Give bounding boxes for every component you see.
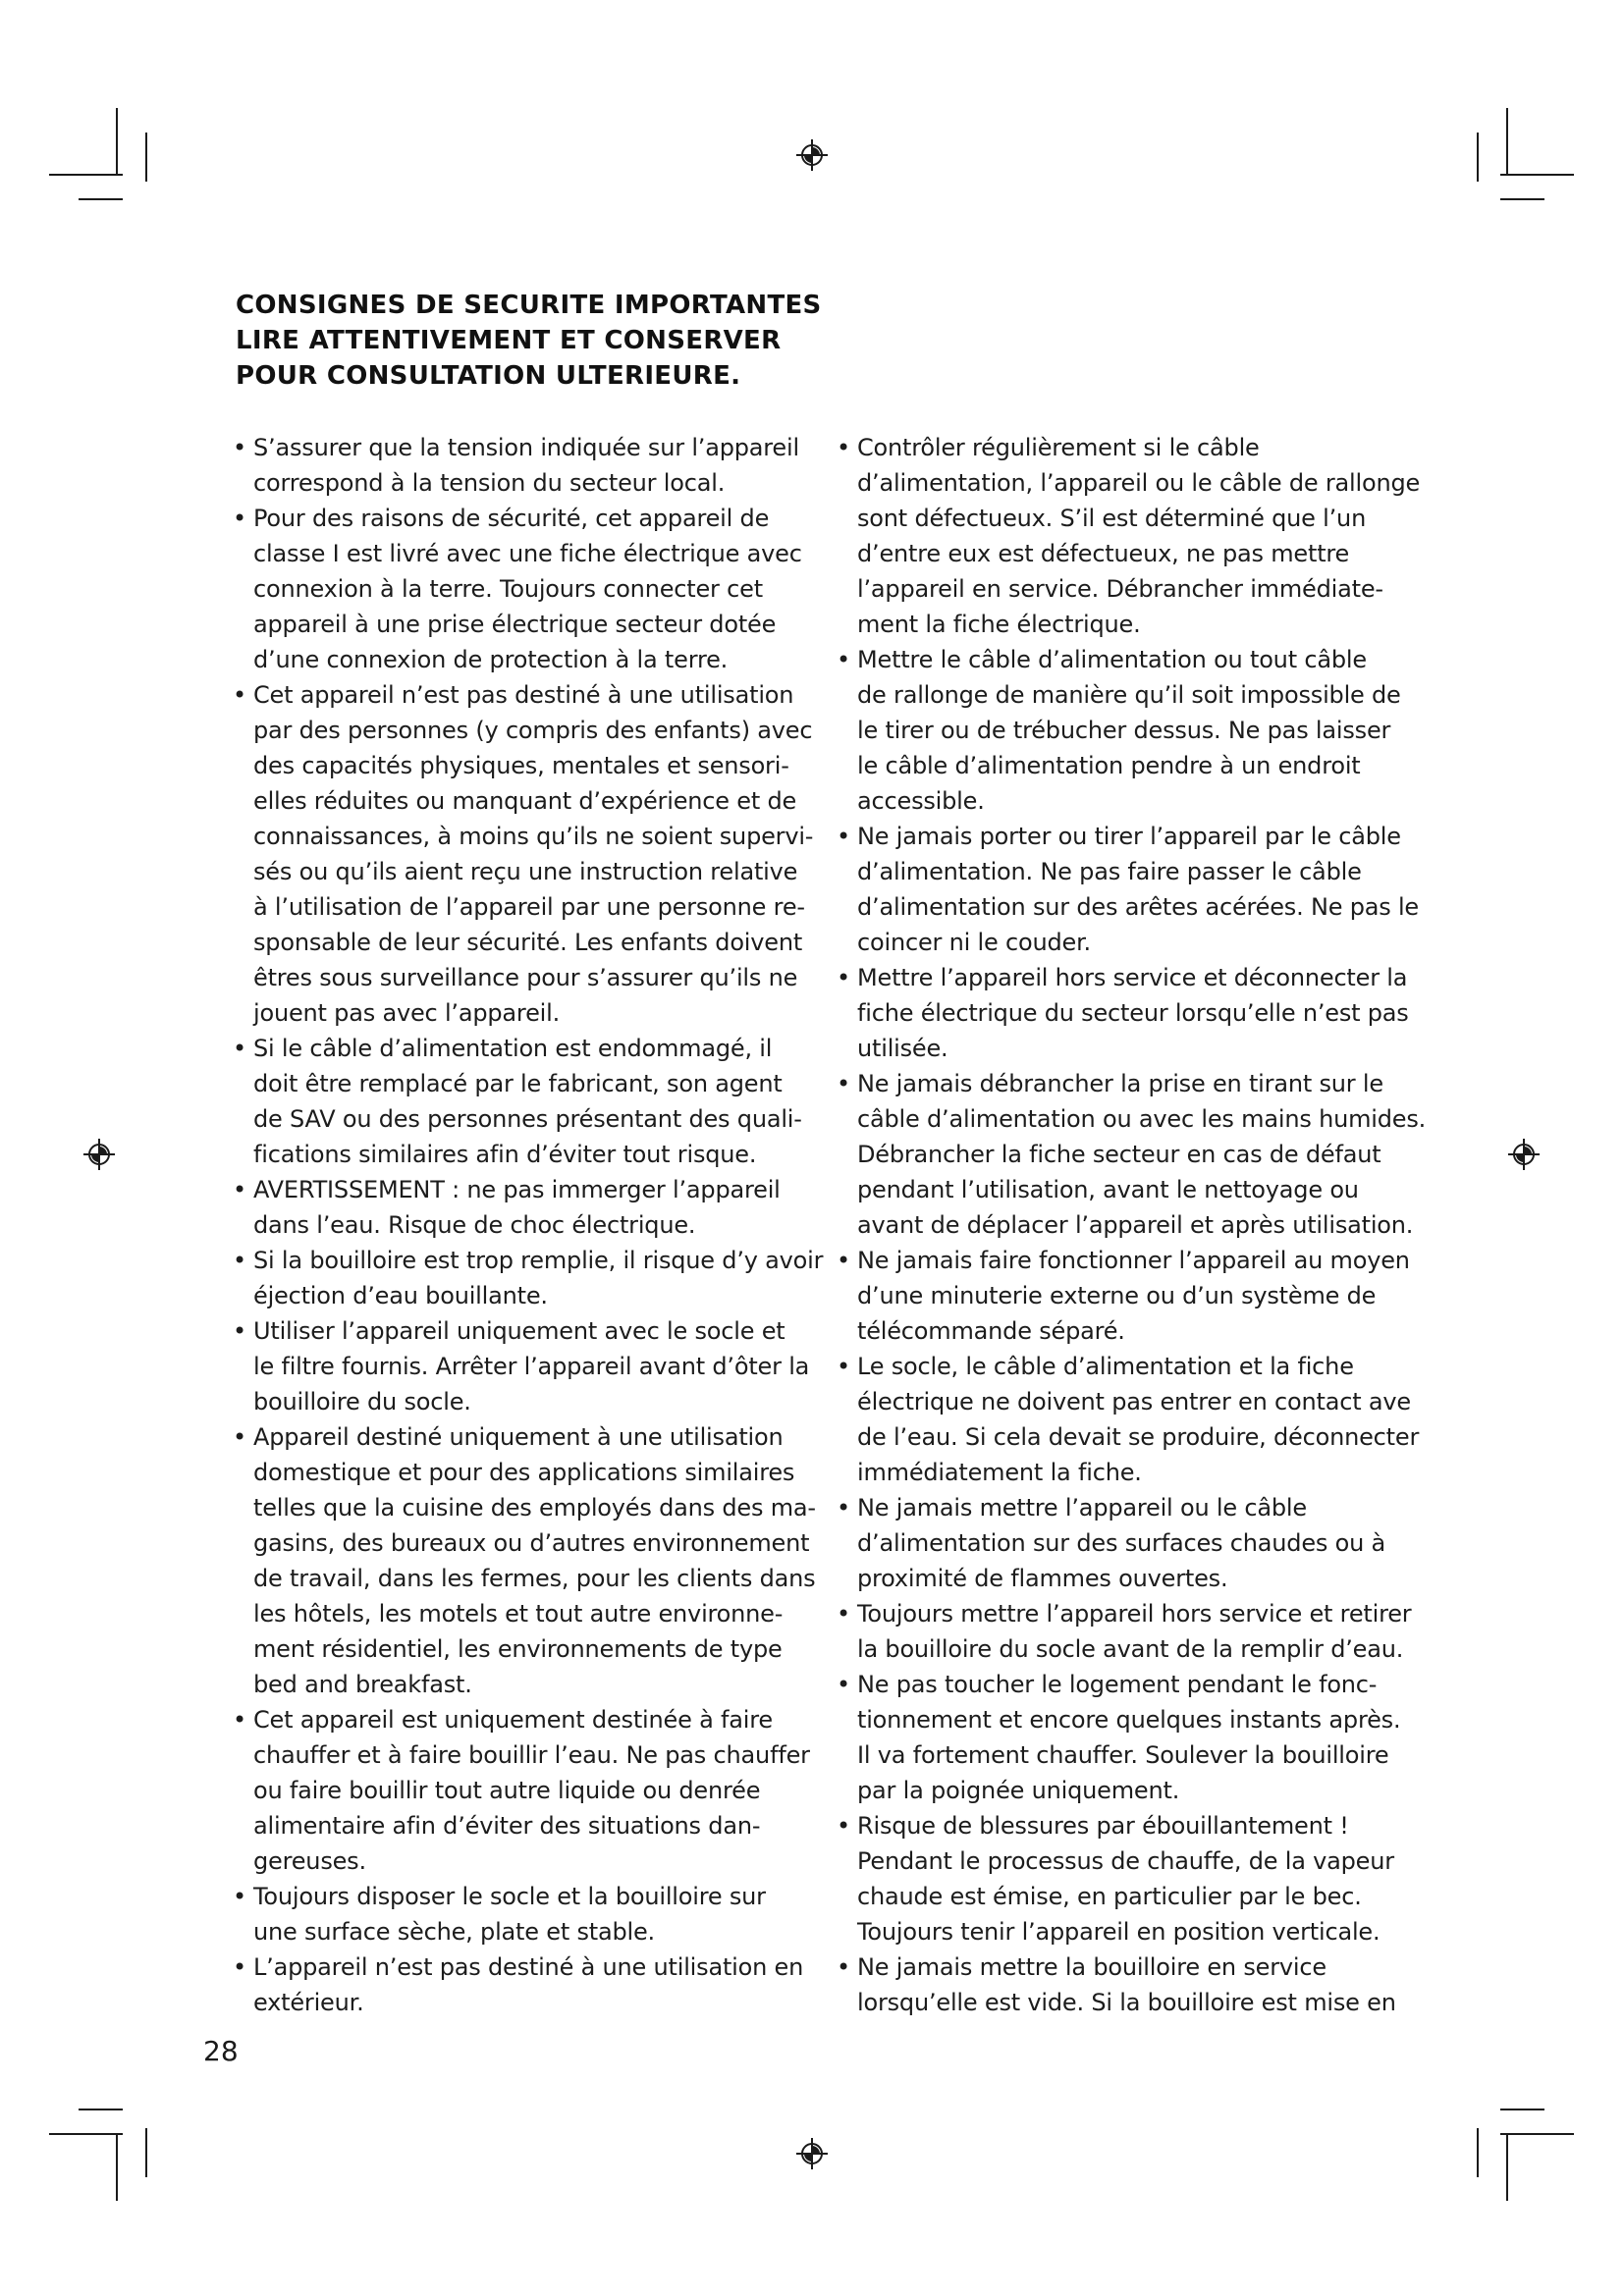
list-item-line: correspond à la tension du secteur local. bbox=[253, 469, 726, 497]
crop-mark bbox=[1500, 2133, 1574, 2135]
list-item-line: par des personnes (y compris des enfants) avec bbox=[253, 717, 813, 744]
bullet-icon: • bbox=[837, 1494, 850, 1522]
title-line: POUR CONSULTATION ULTERIEURE. bbox=[236, 361, 741, 391]
bullet-icon: • bbox=[233, 1706, 246, 1734]
list-item bbox=[233, 1313, 822, 1419]
list-item-line: pendant l’utilisation, avant le nettoyage ou bbox=[857, 1176, 1359, 1203]
bullet-icon: • bbox=[233, 1883, 246, 1910]
list-item-line: coincer ni le couder. bbox=[857, 929, 1091, 956]
list-item bbox=[233, 1243, 822, 1313]
list-item-line: appareil à une prise électrique secteur dotée bbox=[253, 611, 777, 638]
list-item-line: gasins, des bureaux ou d’autres environnement bbox=[253, 1529, 810, 1557]
list-item-line: d’alimentation. Ne pas faire passer le câble bbox=[857, 858, 1362, 885]
right-column bbox=[837, 430, 1426, 2020]
list-item-line: les hôtels, les motels et tout autre environne- bbox=[253, 1600, 784, 1628]
list-item bbox=[233, 1949, 822, 2020]
page-number: 28 bbox=[203, 2035, 239, 2067]
crop-mark bbox=[79, 198, 123, 200]
list-item-line: L’appareil n’est pas destiné à une utilisation en bbox=[253, 1953, 804, 1981]
list-item bbox=[233, 501, 822, 677]
list-item bbox=[837, 1490, 1426, 1596]
list-item-line: d’une minuterie externe ou d’un système de bbox=[857, 1282, 1377, 1309]
list-item-line: domestique et pour des applications similaires bbox=[253, 1459, 795, 1486]
bullet-icon: • bbox=[233, 1035, 246, 1062]
list-item-line: tionnement et encore quelques instants après. bbox=[857, 1706, 1401, 1734]
bullet-icon: • bbox=[837, 434, 850, 461]
registration-mark-bottom-icon bbox=[796, 2138, 828, 2169]
list-item-line: immédiatement la fiche. bbox=[857, 1459, 1142, 1486]
bullet-icon: • bbox=[233, 1423, 246, 1451]
list-item-line: elles réduites ou manquant d’expérience et de bbox=[253, 787, 797, 815]
crop-mark bbox=[1500, 198, 1544, 200]
list-item bbox=[233, 1172, 822, 1243]
list-item-line: par la poignée uniquement. bbox=[857, 1777, 1180, 1804]
crop-mark bbox=[116, 2135, 118, 2201]
list-item-line: Toujours mettre l’appareil hors service et retirer bbox=[857, 1600, 1412, 1628]
list-item-line: d’une connexion de protection à la terre. bbox=[253, 646, 729, 673]
list-item bbox=[233, 1419, 822, 1702]
bullet-icon: • bbox=[837, 646, 850, 673]
list-item-line: connaissances, à moins qu’ils ne soient supervi- bbox=[253, 823, 814, 850]
list-item bbox=[837, 1596, 1426, 1667]
list-item-line: proximité de flammes ouvertes. bbox=[857, 1565, 1228, 1592]
registration-mark-right-icon bbox=[1508, 1139, 1540, 1170]
list-item-line: Toujours disposer le socle et la bouilloire sur bbox=[253, 1883, 766, 1910]
list-item-line: Ne jamais mettre l’appareil ou le câble bbox=[857, 1494, 1307, 1522]
bullet-icon: • bbox=[233, 1247, 246, 1274]
list-item-line: éjection d’eau bouillante. bbox=[253, 1282, 548, 1309]
page-title bbox=[236, 288, 844, 394]
list-item-line: bouilloire du socle. bbox=[253, 1388, 471, 1415]
list-item-line: Toujours tenir l’appareil en position verticale. bbox=[857, 1918, 1380, 1946]
list-item-line: sont défectueux. S’il est déterminé que l’un bbox=[857, 505, 1367, 532]
list-item bbox=[837, 960, 1426, 1066]
list-item-line: chaude est émise, en particulier par le bec. bbox=[857, 1883, 1362, 1910]
list-item-line: connexion à la terre. Toujours connecter cet bbox=[253, 575, 763, 603]
list-item-line: Ne jamais mettre la bouilloire en service bbox=[857, 1953, 1326, 1981]
crop-mark bbox=[145, 133, 147, 182]
list-item-line: fications similaires afin d’éviter tout risque. bbox=[253, 1141, 757, 1168]
crop-mark bbox=[116, 108, 118, 174]
list-item-line: doit être remplacé par le fabricant, son agent bbox=[253, 1070, 783, 1097]
list-item-line: Ne jamais porter ou tirer l’appareil par le câble bbox=[857, 823, 1401, 850]
list-item-line: Cet appareil n’est pas destiné à une utilisation bbox=[253, 681, 794, 709]
list-item-line: Mettre le câble d’alimentation ou tout câble bbox=[857, 646, 1367, 673]
list-item bbox=[837, 430, 1426, 642]
list-item-line: Le socle, le câble d’alimentation et la fiche bbox=[857, 1353, 1354, 1380]
bullet-icon: • bbox=[837, 1247, 850, 1274]
list-item bbox=[837, 819, 1426, 960]
list-item-line: électrique ne doivent pas entrer en contact ave bbox=[857, 1388, 1411, 1415]
list-item-line: à l’utilisation de l’appareil par une personne re- bbox=[253, 893, 805, 921]
list-item-line: S’assurer que la tension indiquée sur l’appareil bbox=[253, 434, 799, 461]
left-column bbox=[233, 430, 822, 2020]
list-item-line: de rallonge de manière qu’il soit impossible de bbox=[857, 681, 1401, 709]
bullet-icon: • bbox=[837, 1600, 850, 1628]
list-item bbox=[233, 677, 822, 1031]
list-item bbox=[233, 1879, 822, 1949]
list-item-line: bed and breakfast. bbox=[253, 1671, 472, 1698]
bullet-icon: • bbox=[233, 1953, 246, 1981]
bullet-icon: • bbox=[233, 434, 246, 461]
list-item-line: sés ou qu’ils aient reçu une instruction relative bbox=[253, 858, 798, 885]
list-item-line: telles que la cuisine des employés dans des ma- bbox=[253, 1494, 816, 1522]
list-item-line: Il va fortement chauffer. Soulever la bouilloire bbox=[857, 1741, 1389, 1769]
list-item-line: êtres sous surveillance pour s’assurer qu’ils ne bbox=[253, 964, 798, 991]
list-item-line: gereuses. bbox=[253, 1847, 366, 1875]
bullet-icon: • bbox=[837, 1671, 850, 1698]
list-item-line: le tirer ou de trébucher dessus. Ne pas laisser bbox=[857, 717, 1391, 744]
list-item-line: Pour des raisons de sécurité, cet appareil de bbox=[253, 505, 770, 532]
bullet-icon: • bbox=[233, 1317, 246, 1345]
bullet-icon: • bbox=[837, 823, 850, 850]
list-item-line: Débrancher la fiche secteur en cas de défaut bbox=[857, 1141, 1381, 1168]
list-item bbox=[837, 1949, 1426, 2020]
list-item bbox=[233, 430, 822, 501]
bullet-icon: • bbox=[233, 681, 246, 709]
list-item-line: de l’eau. Si cela devait se produire, déconnecter bbox=[857, 1423, 1420, 1451]
list-item-line: d’alimentation, l’appareil ou le câble de rallonge bbox=[857, 469, 1421, 497]
list-item-line: d’entre eux est défectueux, ne pas mettre bbox=[857, 540, 1350, 567]
registration-mark-top-icon bbox=[796, 139, 828, 171]
list-item-line: sponsable de leur sécurité. Les enfants doivent bbox=[253, 929, 803, 956]
bullet-icon: • bbox=[233, 1176, 246, 1203]
list-item-line: d’alimentation sur des arêtes acérées. Ne pas le bbox=[857, 893, 1420, 921]
list-item-line: l’appareil en service. Débrancher immédiate- bbox=[857, 575, 1383, 603]
title-line: CONSIGNES DE SECURITE IMPORTANTES bbox=[236, 291, 822, 320]
list-item bbox=[837, 1808, 1426, 1949]
list-item-line: ment la fiche électrique. bbox=[857, 611, 1141, 638]
list-item-line: de travail, dans les fermes, pour les clients dans bbox=[253, 1565, 816, 1592]
list-item-line: avant de déplacer l’appareil et après utilisation. bbox=[857, 1211, 1414, 1239]
list-item-line: ment résidentiel, les environnements de type bbox=[253, 1635, 783, 1663]
crop-mark bbox=[49, 2133, 123, 2135]
crop-mark bbox=[1506, 108, 1508, 174]
list-item-line: jouent pas avec l’appareil. bbox=[253, 999, 561, 1027]
list-item-line: Ne jamais faire fonctionner l’appareil au moyen bbox=[857, 1247, 1410, 1274]
crop-mark bbox=[1477, 133, 1479, 182]
list-item-line: dans l’eau. Risque de choc électrique. bbox=[253, 1211, 696, 1239]
crop-mark bbox=[49, 174, 123, 176]
crop-mark bbox=[145, 2128, 147, 2177]
list-item bbox=[837, 1349, 1426, 1490]
list-item-line: fiche électrique du secteur lorsqu’elle n’est pas bbox=[857, 999, 1409, 1027]
list-item-line: Pendant le processus de chauffe, de la vapeur bbox=[857, 1847, 1394, 1875]
list-item-line: une surface sèche, plate et stable. bbox=[253, 1918, 655, 1946]
list-item-line: Contrôler régulièrement si le câble bbox=[857, 434, 1260, 461]
list-item-line: extérieur. bbox=[253, 1989, 364, 2016]
list-item-line: Cet appareil est uniquement destinée à faire bbox=[253, 1706, 773, 1734]
list-item-line: utilisée. bbox=[857, 1035, 948, 1062]
bullet-icon: • bbox=[233, 505, 246, 532]
list-item-line: ou faire bouillir tout autre liquide ou denrée bbox=[253, 1777, 761, 1804]
list-item-line: accessible. bbox=[857, 787, 985, 815]
list-item-line: d’alimentation sur des surfaces chaudes ou à bbox=[857, 1529, 1386, 1557]
list-item-line: Si la bouilloire est trop remplie, il risque d’y avoir bbox=[253, 1247, 824, 1274]
list-item-line: télécommande séparé. bbox=[857, 1317, 1125, 1345]
crop-mark bbox=[1477, 2128, 1479, 2177]
bullet-icon: • bbox=[837, 1953, 850, 1981]
crop-mark bbox=[1500, 174, 1574, 176]
list-item-line: Appareil destiné uniquement à une utilisation bbox=[253, 1423, 784, 1451]
crop-mark bbox=[1500, 2109, 1544, 2110]
list-item bbox=[837, 1667, 1426, 1808]
list-item bbox=[233, 1702, 822, 1879]
list-item-line: câble d’alimentation ou avec les mains humides. bbox=[857, 1105, 1427, 1133]
list-item-line: Utiliser l’appareil uniquement avec le socle et bbox=[253, 1317, 785, 1345]
bullet-icon: • bbox=[837, 1353, 850, 1380]
title-line: LIRE ATTENTIVEMENT ET CONSERVER bbox=[236, 326, 782, 355]
list-item-line: Ne pas toucher le logement pendant le fonc- bbox=[857, 1671, 1378, 1698]
crop-mark bbox=[79, 2109, 123, 2110]
list-item bbox=[837, 642, 1426, 819]
list-item-line: alimentaire afin d’éviter des situations dan- bbox=[253, 1812, 761, 1840]
list-item-line: Mettre l’appareil hors service et déconnecter la bbox=[857, 964, 1408, 991]
list-item-line: chauffer et à faire bouillir l’eau. Ne pas chauffer bbox=[253, 1741, 810, 1769]
list-item-line: classe I est livré avec une fiche électrique avec bbox=[253, 540, 802, 567]
list-item-line: des capacités physiques, mentales et sensori- bbox=[253, 752, 789, 779]
list-item-line: de SAV ou des personnes présentant des quali- bbox=[253, 1105, 802, 1133]
list-item-line: lorsqu’elle est vide. Si la bouilloire est mise en bbox=[857, 1989, 1396, 2016]
registration-mark-left-icon bbox=[83, 1139, 115, 1170]
bullet-icon: • bbox=[837, 1070, 850, 1097]
list-item-line: Ne jamais débrancher la prise en tirant sur le bbox=[857, 1070, 1383, 1097]
list-item-line: Risque de blessures par ébouillantement ! bbox=[857, 1812, 1349, 1840]
list-item-line: le câble d’alimentation pendre à un endroit bbox=[857, 752, 1361, 779]
bullet-icon: • bbox=[837, 1812, 850, 1840]
list-item bbox=[837, 1243, 1426, 1349]
list-item-line: la bouilloire du socle avant de la remplir d’eau. bbox=[857, 1635, 1404, 1663]
list-item bbox=[233, 1031, 822, 1172]
bullet-icon: • bbox=[837, 964, 850, 991]
list-item-line: Si le câble d’alimentation est endommagé, il bbox=[253, 1035, 773, 1062]
crop-mark bbox=[1506, 2135, 1508, 2201]
list-item-line: le filtre fournis. Arrêter l’appareil avant d’ôter la bbox=[253, 1353, 810, 1380]
list-item-line: AVERTISSEMENT : ne pas immerger l’appareil bbox=[253, 1176, 781, 1203]
list-item bbox=[837, 1066, 1426, 1243]
